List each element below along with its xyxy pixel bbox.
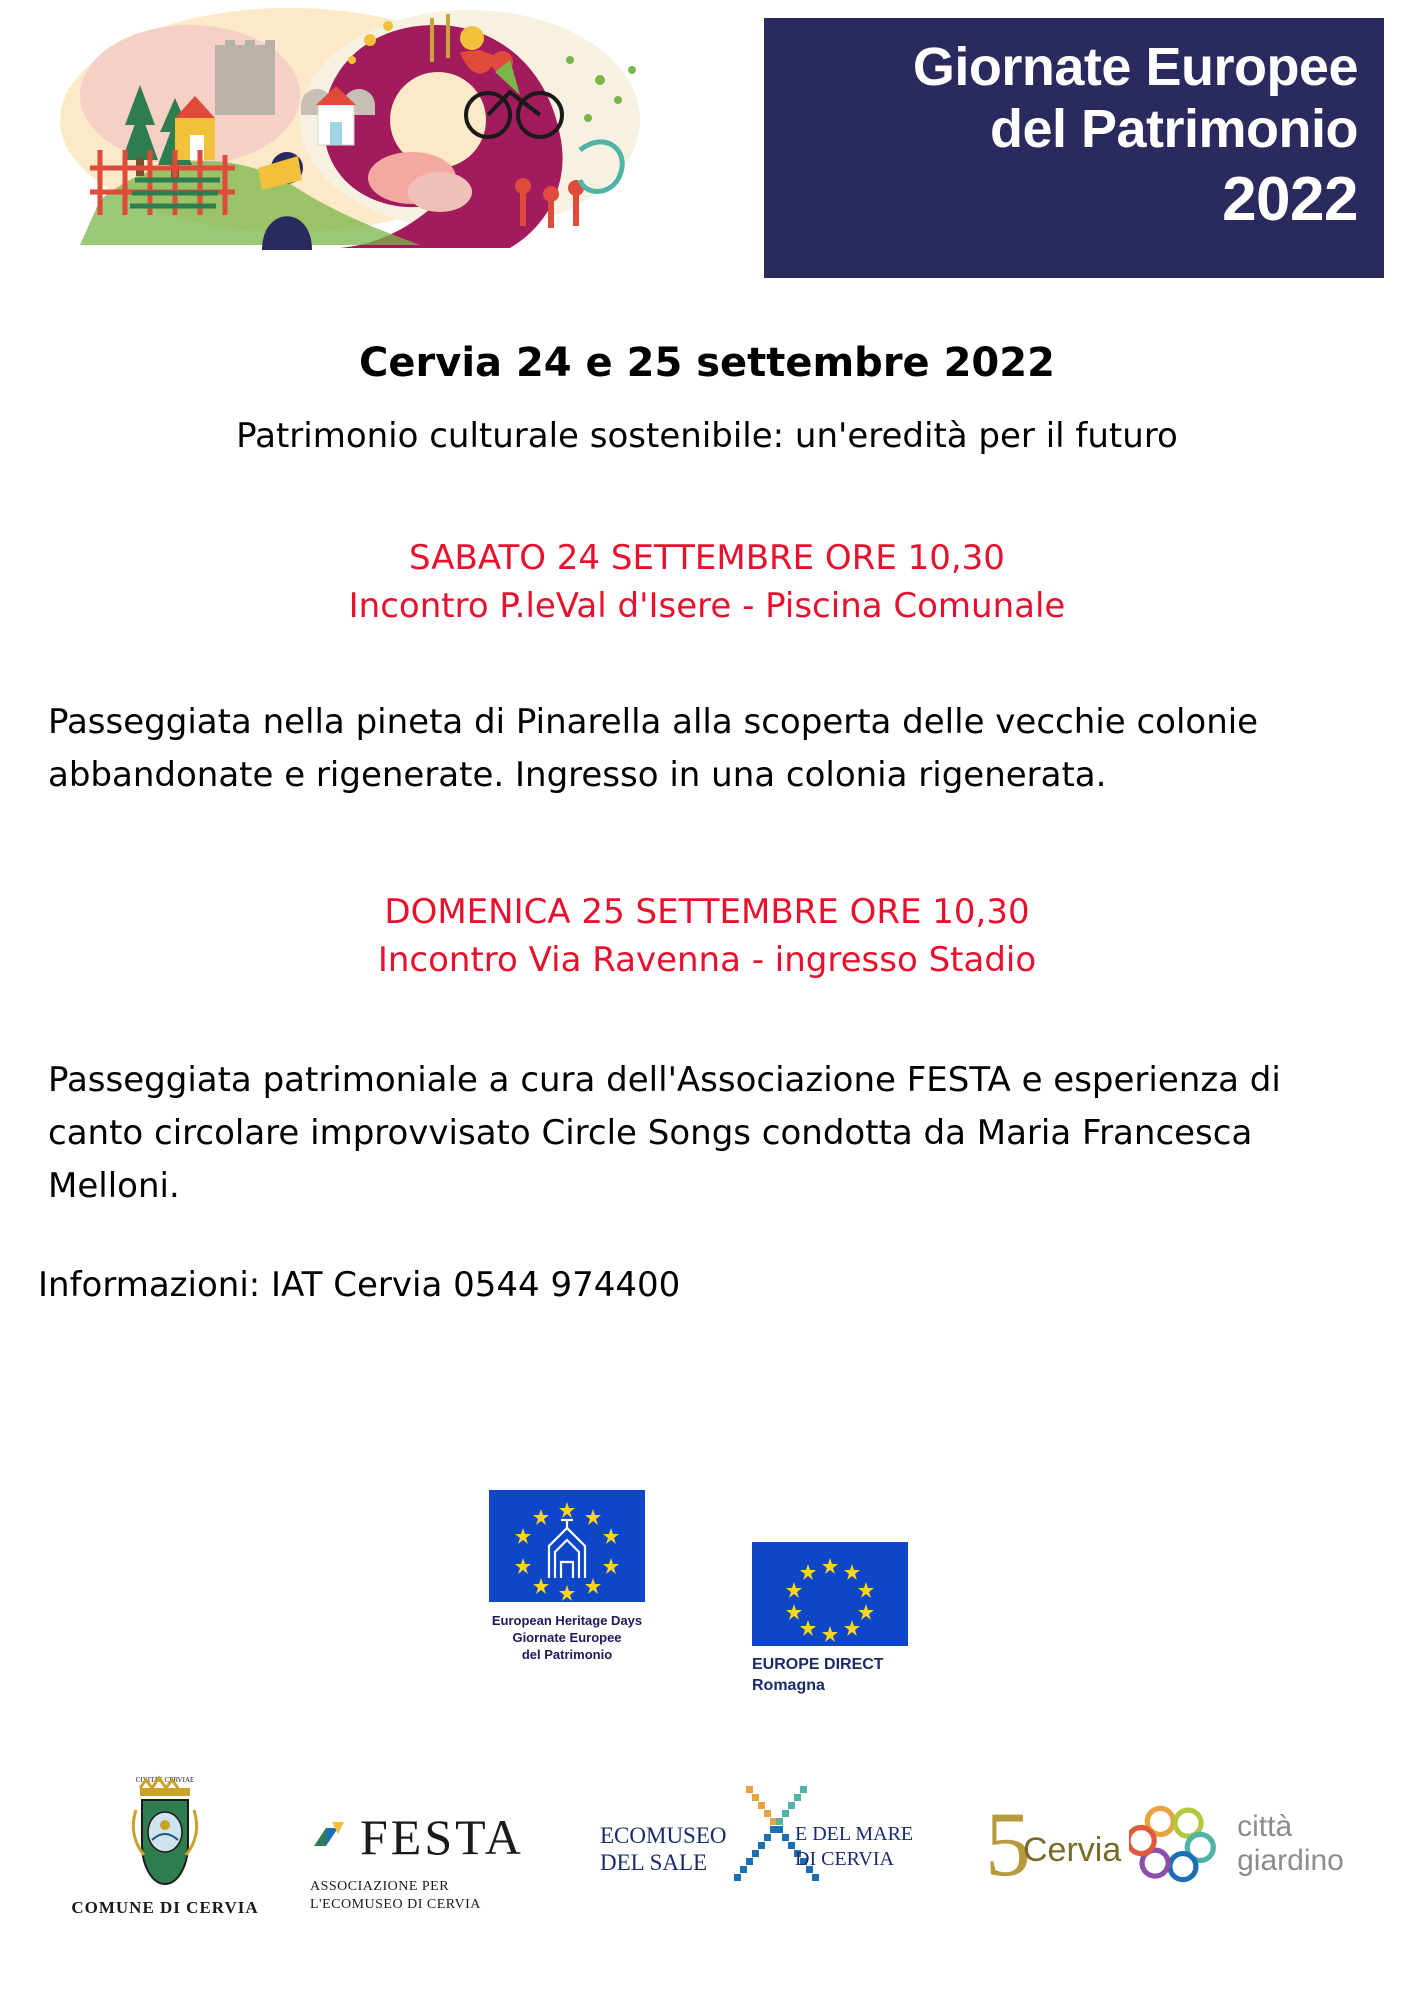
session-saturday-place: Incontro P.leVal d'Isere - Piscina Comunale — [348, 586, 1066, 626]
festa-subtitle — [310, 1878, 560, 1914]
badge-line-2: del Patrimonio — [989, 99, 1358, 159]
comune-label: COMUNE DI CERVIA — [71, 1898, 259, 1917]
session-saturday — [0, 534, 1414, 630]
europe-direct-line2: Romagna — [752, 1677, 825, 1694]
ecomuseo-right-text — [795, 1822, 913, 1872]
festa-mark-icon — [310, 1816, 352, 1858]
badge-year: 2022 — [1222, 165, 1358, 234]
festa-logo — [310, 1808, 560, 1914]
session-saturday-heading: SABATO 24 SETTEMBRE ORE 10,30 — [409, 538, 1005, 578]
europe-direct-caption — [752, 1654, 932, 1696]
festa-sub-line2: L'ECOMUSEO DI CERVIA — [310, 1897, 481, 1912]
partner-logos — [0, 1770, 1414, 1990]
page-title: Cervia 24 e 25 settembre 2022 — [359, 340, 1055, 386]
comune-crest-icon — [122, 1770, 208, 1888]
poster-content — [0, 300, 1414, 1305]
cervia-anniversary-number: 5 — [985, 1793, 1031, 1895]
ehd-caption — [482, 1612, 652, 1663]
eu-flag-icon — [752, 1542, 908, 1646]
svg-text:CIVITAS CERVIAE: CIVITAS CERVIAE — [135, 1776, 195, 1784]
ecomuseo-left-line2: DEL SALE — [600, 1850, 708, 1875]
ecomuseo-left-line1: ECOMUSEO — [600, 1823, 727, 1848]
europe-direct-logo — [752, 1542, 932, 1696]
europe-direct-line1: EUROPE DIRECT — [752, 1656, 884, 1673]
ecomuseo-right-line1: E DEL MARE — [795, 1823, 914, 1845]
ecomuseo-left-text — [600, 1822, 727, 1876]
festa-name: FESTA — [360, 1809, 524, 1865]
page-subtitle: Patrimonio culturale sostenibile: un'eredità per il futuro — [236, 416, 1178, 456]
festa-sub-line1: ASSOCIAZIONE PER — [310, 1879, 450, 1894]
poster-header — [0, 0, 1414, 290]
badge-line-1: Giornate Europee — [912, 37, 1358, 97]
ehd-caption-line2: Giornate Europee — [512, 1630, 622, 1645]
ecomuseo-right-line2: DI CERVIA — [795, 1848, 894, 1870]
session-sunday — [0, 888, 1414, 984]
session-sunday-place: Incontro Via Ravenna - ingresso Stadio — [377, 940, 1037, 980]
cervia-tagline: città giardino — [1237, 1810, 1344, 1877]
ehd-flag-icon — [489, 1490, 645, 1602]
contact-info: Informazioni: IAT Cervia 0544 974400 — [38, 1265, 681, 1305]
comune-di-cervia-logo — [55, 1770, 275, 1918]
ged-badge — [764, 18, 1384, 278]
cervia-flower-icon — [1129, 1798, 1223, 1890]
session-sunday-heading: DOMENICA 25 SETTEMBRE ORE 10,30 — [384, 892, 1030, 932]
cervia-citta-giardino-logo — [985, 1793, 1385, 1895]
ehd-caption-line1: European Heritage Days — [491, 1613, 643, 1628]
heritage-illustration — [40, 0, 740, 285]
cervia-wordmark: Cervia — [1023, 1830, 1122, 1869]
european-heritage-days-logo — [482, 1490, 652, 1663]
session-saturday-description: Passeggiata nella pineta di Pinarella alla scoperta delle vecchie colonie abbandonate e rigenerate. Ingresso in una colonia rigenerata. — [48, 702, 1259, 795]
ehd-caption-line3: del Patrimonio — [521, 1647, 613, 1662]
session-sunday-description: Passeggiata patrimoniale a cura dell'Associazione FESTA e esperienza di canto circolare improvvisato Circle Songs condotta da Maria Francesca Melloni. — [48, 1060, 1281, 1206]
institutional-logos — [0, 1490, 1414, 1696]
festa-wordmark — [310, 1808, 560, 1866]
